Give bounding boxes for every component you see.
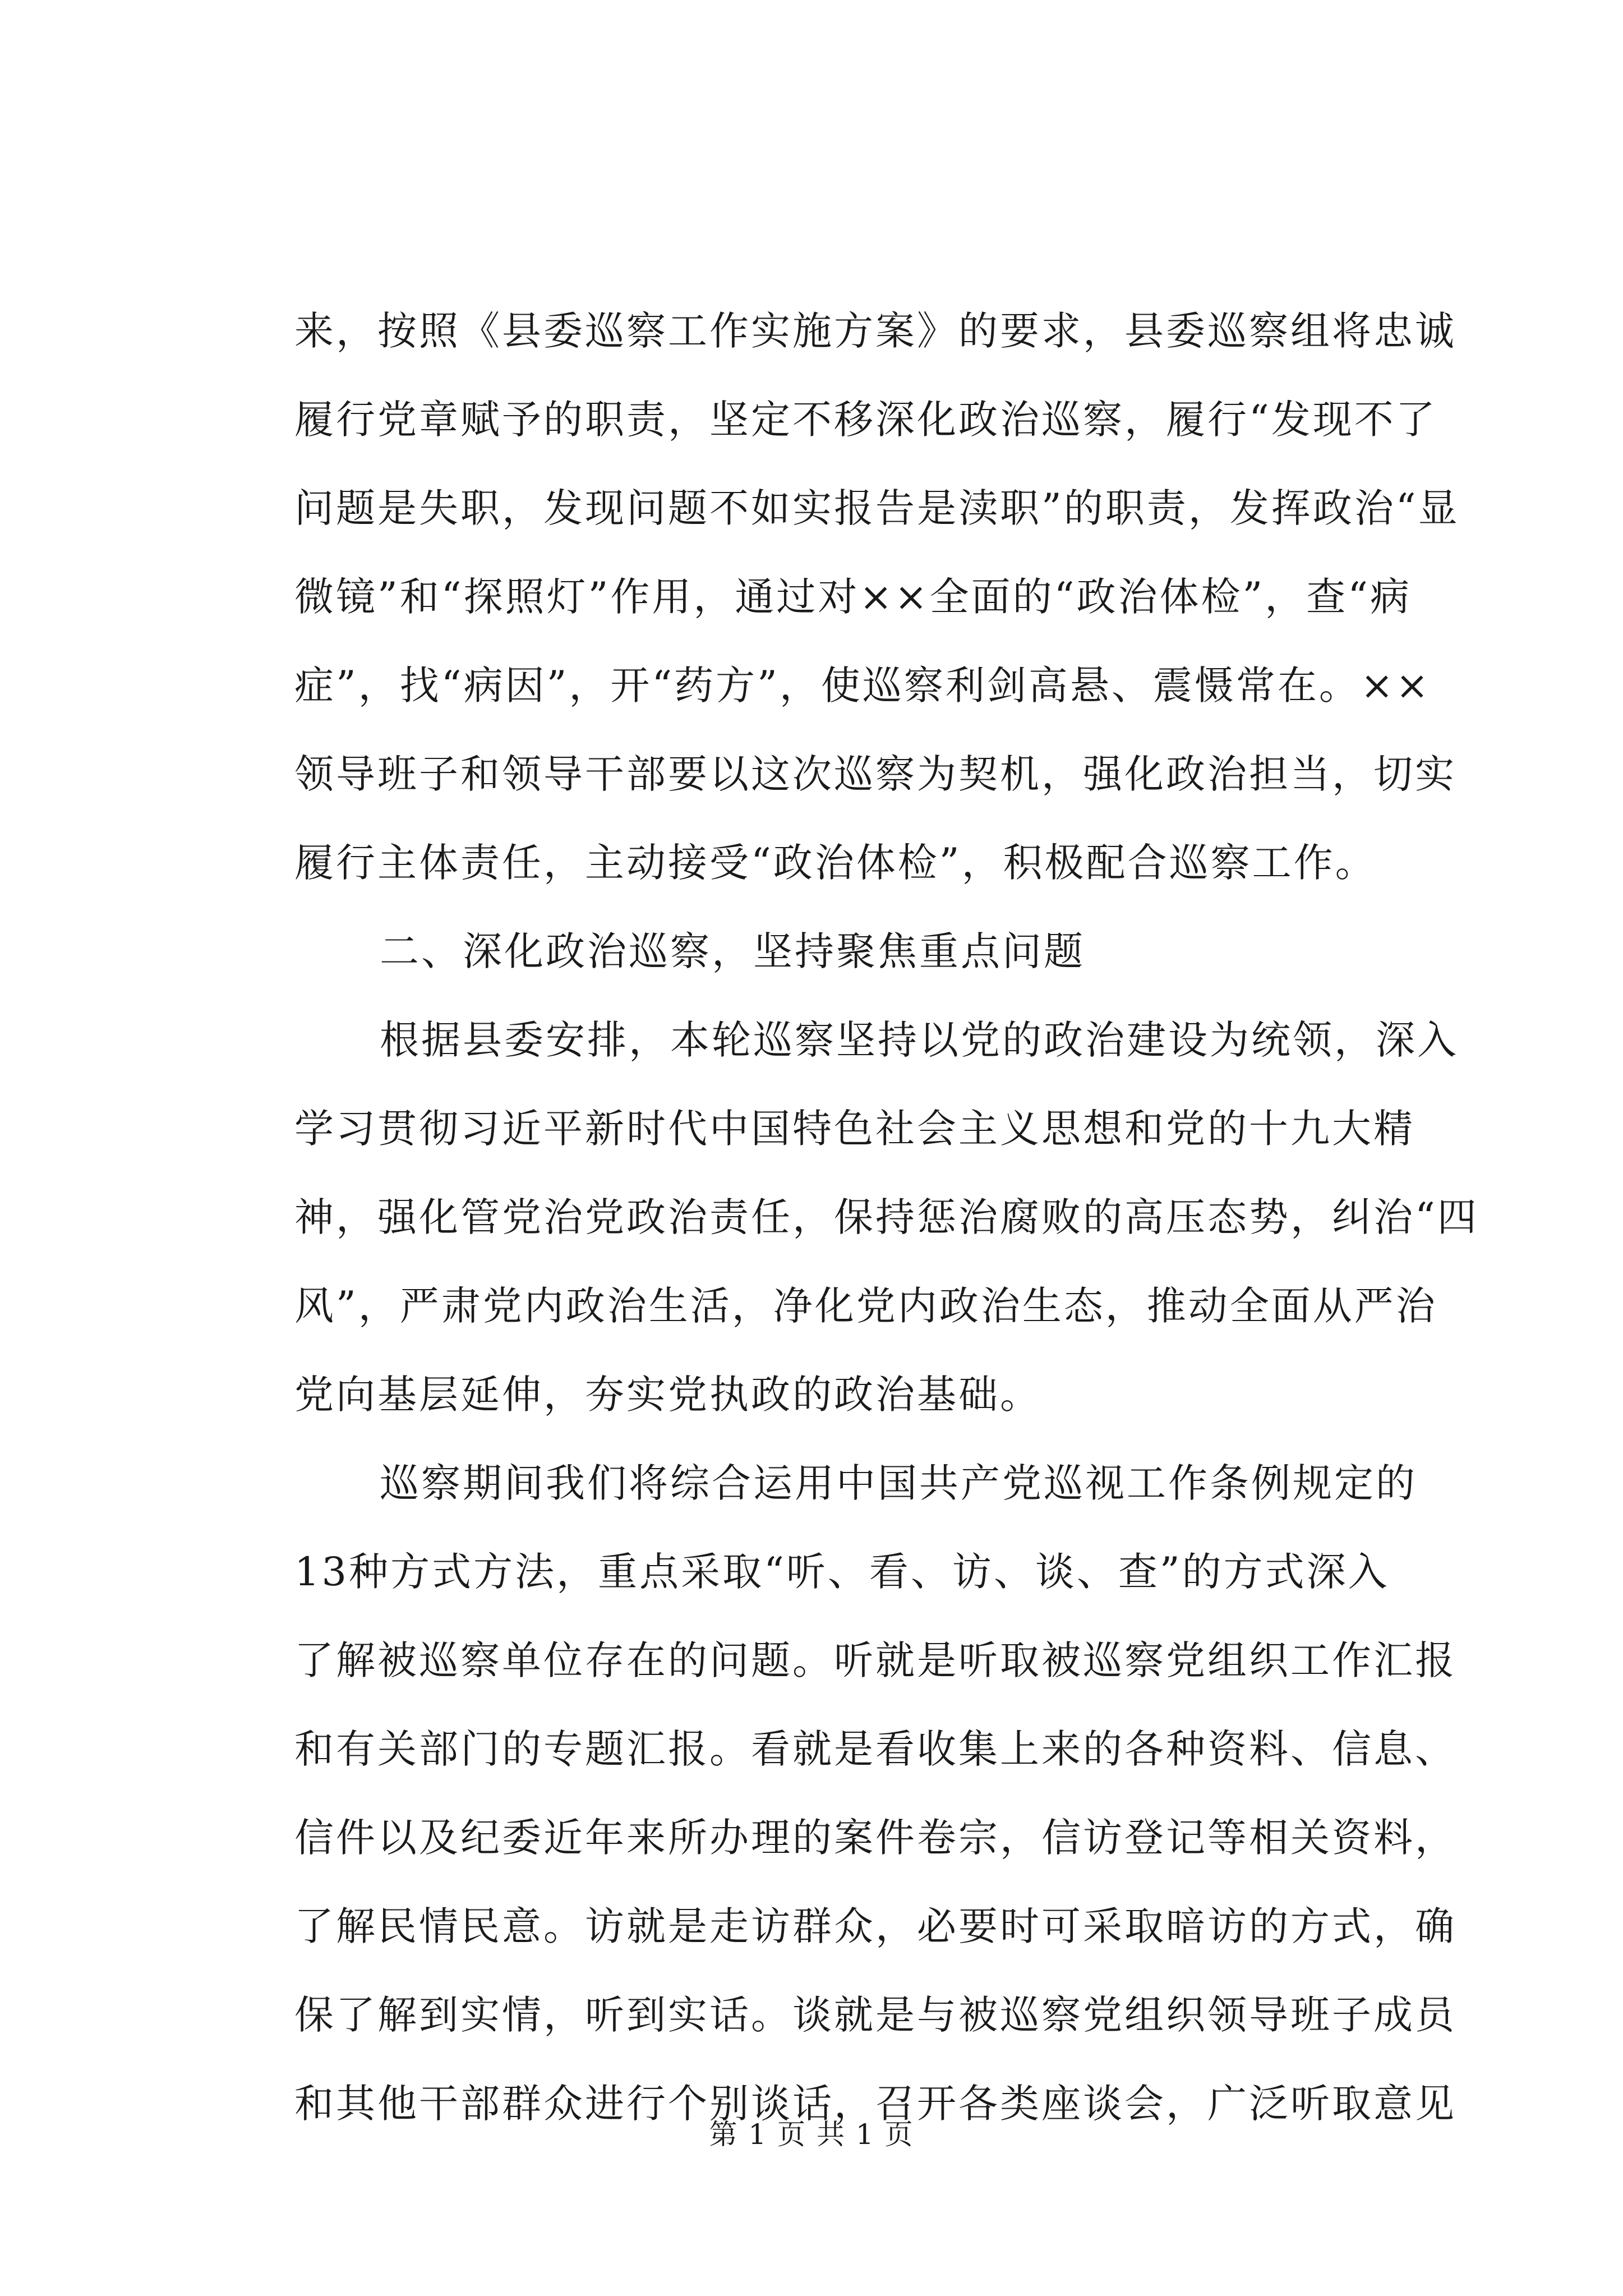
text-line: 履行党章赋予的职责，坚定不移深化政治巡察，履行“发现不了 <box>294 397 1437 443</box>
text-line: 根据县委安排，本轮巡察坚持以党的政治建设为统领，深入 <box>380 1017 1459 1063</box>
text-line: 微镜”和“探照灯”作用，通过对××全面的“政治体检”，查“病 <box>294 574 1412 620</box>
text-line: 神，强化管党治党政治责任，保持惩治腐败的高压态势，纠治“四 <box>294 1194 1479 1240</box>
text-line: 风”，严肃党内政治生活，净化党内政治生态，推动全面从严治 <box>294 1283 1437 1329</box>
text-line: 保了解到实情，听到实话。谈就是与被巡察党组织领导班子成员 <box>294 1992 1456 2038</box>
text-line: 问题是失职，发现问题不如实报告是渎职”的职责，发挥政治“显 <box>294 485 1460 531</box>
text-line: 13种方式方法，重点采取“听、看、访、谈、查”的方式深入 <box>294 1549 1390 1595</box>
section-heading: 二、深化政治巡察，坚持聚焦重点问题 <box>380 928 1085 974</box>
text-line: 领导班子和领导干部要以这次巡察为契机，强化政治担当，切实 <box>294 751 1456 797</box>
text-line: 症”，找“病因”，开“药方”，使巡察利剑高悬、震慑常在。×× <box>294 662 1431 708</box>
text-line: 学习贯彻习近平新时代中国特色社会主义思想和党的十九大精 <box>294 1106 1415 1152</box>
text-line: 来，按照《县委巡察工作实施方案》的要求，县委巡察组将忠诚 <box>294 308 1456 354</box>
text-line: 了解被巡察单位存在的问题。听就是听取被巡察党组织工作汇报 <box>294 1637 1456 1683</box>
text-line: 党向基层延伸，夯实党执政的政治基础。 <box>294 1372 1041 1418</box>
text-line: 履行主体责任，主动接受“政治体检”，积极配合巡察工作。 <box>294 840 1377 886</box>
text-line: 和有关部门的专题汇报。看就是看收集上来的各种资料、信息、 <box>294 1726 1456 1772</box>
text-line: 巡察期间我们将综合运用中国共产党巡视工作条例规定的 <box>380 1460 1417 1506</box>
text-line: 和其他干部群众进行个别谈话，召开各类座谈会，广泛听取意见 <box>294 2081 1456 2127</box>
page-footer: 第 1 页 共 1 页 <box>709 2118 914 2151</box>
text-line: 信件以及纪委近年来所办理的案件卷宗，信访登记等相关资料， <box>294 1815 1456 1861</box>
text-line: 了解民情民意。访就是走访群众，必要时可采取暗访的方式，确 <box>294 1903 1456 1949</box>
